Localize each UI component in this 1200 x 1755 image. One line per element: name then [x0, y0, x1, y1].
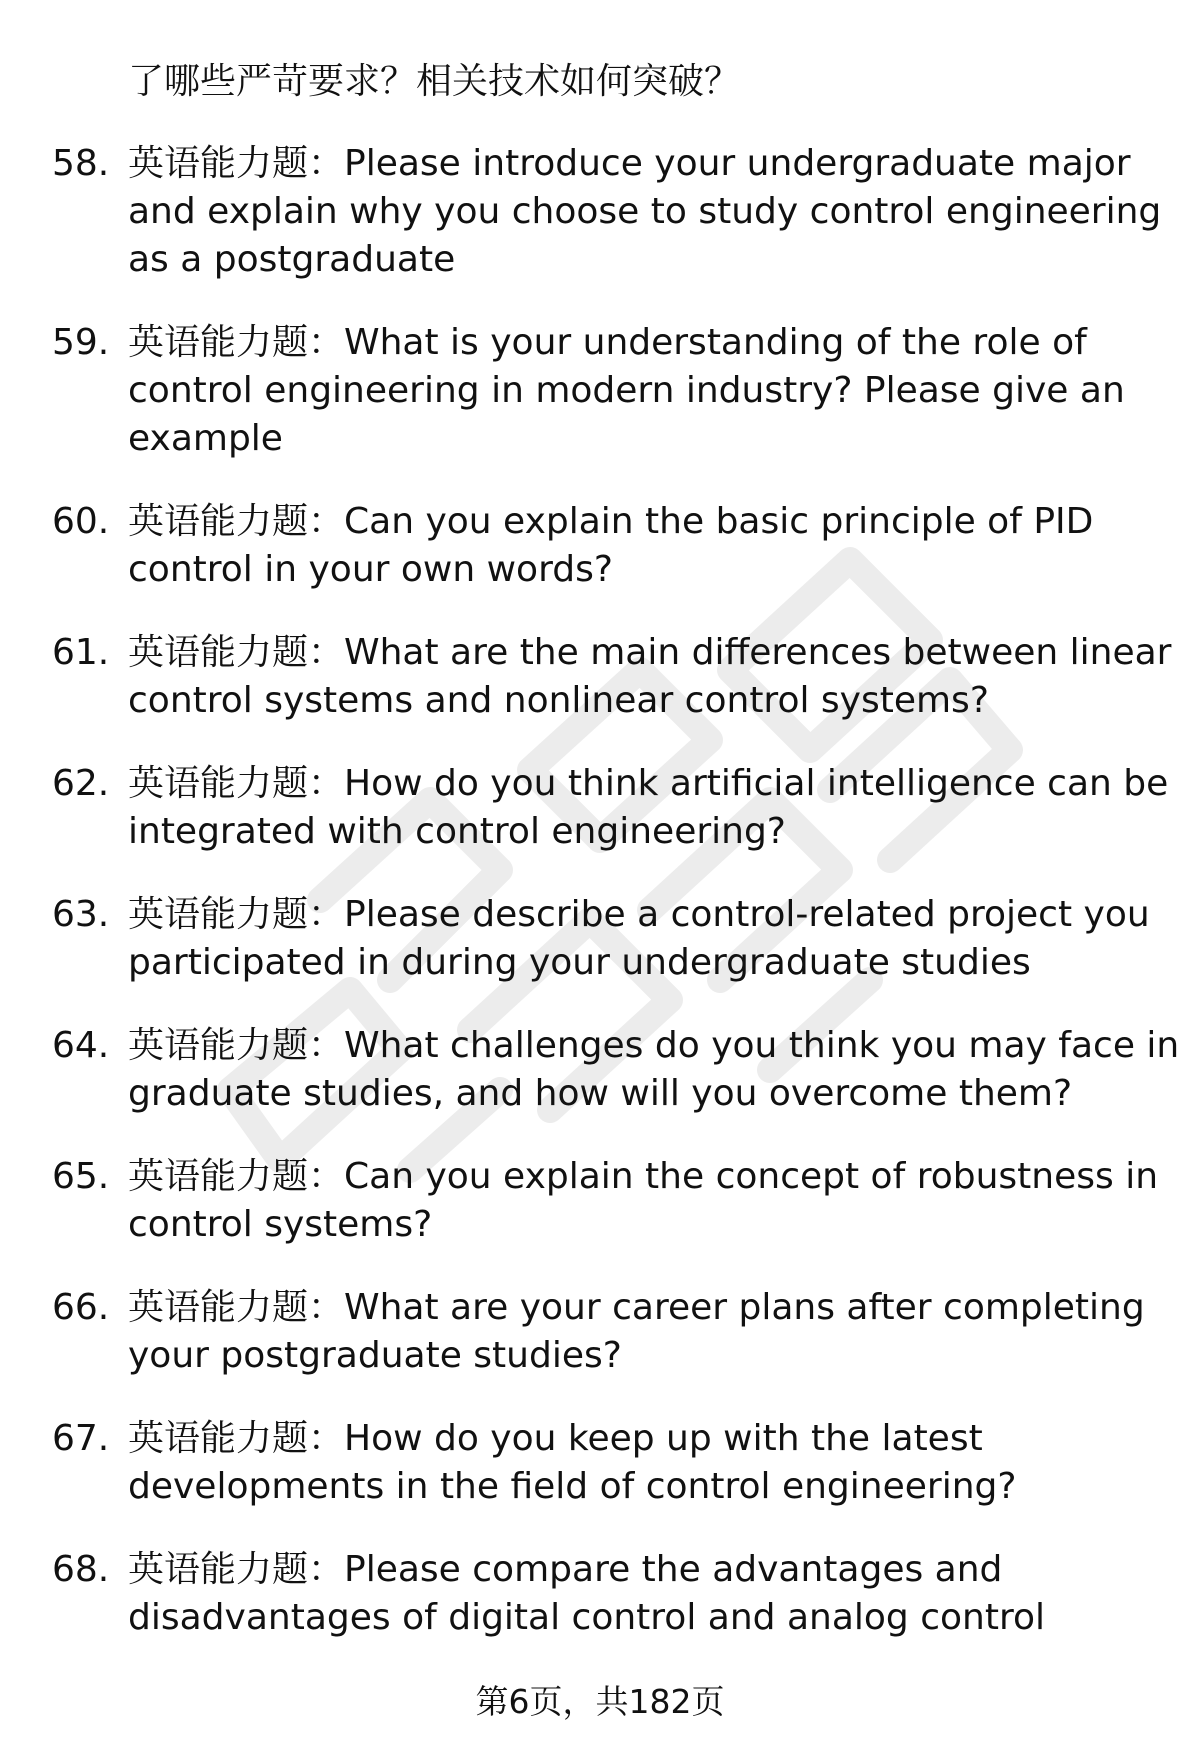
continued-question-text: 了哪些严苛要求？相关技术如何突破？	[128, 61, 741, 102]
question-number: 58.	[52, 143, 110, 184]
question-item	[0, 1546, 1200, 1642]
question-item	[0, 891, 1200, 987]
question-line: 英语能力题：Can you explain the basic principle of PID	[128, 501, 1094, 542]
question-number: 66.	[52, 1287, 110, 1328]
question-line: and explain why you choose to study control engineering	[128, 191, 1162, 232]
question-line: 英语能力题：Can you explain the concept of robustness in	[128, 1156, 1159, 1197]
question-item	[0, 1415, 1200, 1511]
question-line: disadvantages of digital control and analog control	[128, 1597, 1045, 1638]
question-number: 68.	[52, 1549, 110, 1590]
question-line: control systems and nonlinear control systems?	[128, 680, 989, 721]
question-line: 英语能力题：What challenges do you think you may face in	[128, 1025, 1180, 1066]
question-line: 英语能力题：Please compare the advantages and	[128, 1549, 1003, 1590]
question-line: example	[128, 418, 283, 459]
question-number: 61.	[52, 632, 110, 673]
question-line: your postgraduate studies?	[128, 1335, 622, 1376]
question-line: 英语能力题：What are your career plans after completing	[128, 1287, 1145, 1328]
question-line: 英语能力题：How do you think artificial intelligence can be	[128, 763, 1169, 804]
question-line: 英语能力题：What are the main differences between linear	[128, 632, 1172, 673]
question-line: control engineering in modern industry? Please give an	[128, 370, 1125, 411]
question-line: developments in the field of control engineering?	[128, 1466, 1017, 1507]
question-line: control in your own words?	[128, 549, 613, 590]
question-line: 英语能力题：Please describe a control-related project you	[128, 894, 1150, 935]
question-number: 64.	[52, 1025, 110, 1066]
question-line: graduate studies, and how will you overcome them?	[128, 1073, 1073, 1114]
question-item	[0, 760, 1200, 856]
question-item	[0, 1022, 1200, 1118]
question-number: 63.	[52, 894, 110, 935]
question-item	[0, 498, 1200, 594]
question-line: as a postgraduate	[128, 239, 456, 280]
question-number: 62.	[52, 763, 110, 804]
question-item	[0, 319, 1200, 463]
question-item	[0, 1153, 1200, 1249]
question-number: 59.	[52, 322, 110, 363]
question-item	[0, 1284, 1200, 1380]
question-number: 65.	[52, 1156, 110, 1197]
question-line: 英语能力题：What is your understanding of the role of	[128, 322, 1087, 363]
question-item	[0, 629, 1200, 725]
question-number: 60.	[52, 501, 110, 542]
question-line: integrated with control engineering?	[128, 811, 786, 852]
question-item	[0, 140, 1200, 284]
page-footer: 第6页，共182页	[475, 1682, 725, 1721]
question-line: participated in during your undergraduate studies	[128, 942, 1031, 983]
question-line: 英语能力题：How do you keep up with the latest	[128, 1418, 983, 1459]
question-number: 67.	[52, 1418, 110, 1459]
question-list	[0, 140, 1200, 1677]
question-line: 英语能力题：Please introduce your undergraduate major	[128, 143, 1131, 184]
question-line: control systems?	[128, 1204, 433, 1245]
